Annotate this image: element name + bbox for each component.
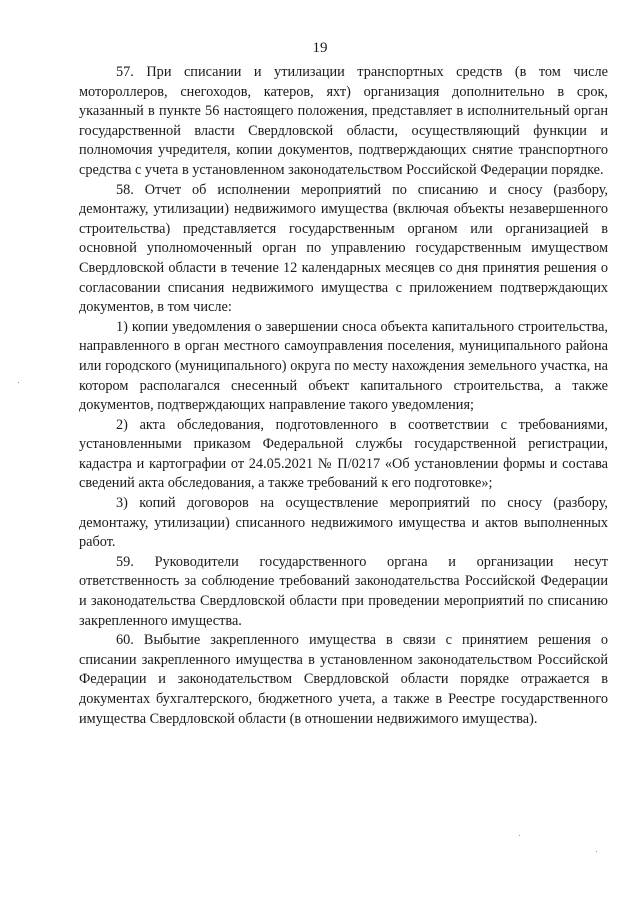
scan-speck <box>596 851 597 852</box>
page-number: 19 <box>312 40 328 56</box>
paragraph-60: 60. Выбытие закрепленного имущества в связи с принятием решения о списании закрепленного имущества в установленном законодательством Российской Федерации и законодательством Свердловской области порядке отражается в документах бухгалтерского, бюджетного учета, а также в Реестре государственного имущества Свердловской области (в отношении недвижимого имущества). <box>79 632 608 727</box>
paragraph-58-item-1: 1) копии уведомления о завершении сноса объекта капитального строительства, направленного в орган местного самоуправления поселения, муниципального района или городского (муниципального) округа по месту нахождения земельного участка, на котором располагался снесенный объект капитального строительства, а также документов, подтверждающих направление такого уведомления; <box>79 318 608 414</box>
paragraph-57: 57. При списании и утилизации транспортных средств (в том числе мотороллеров, снегоходов, катеров, яхт) организация дополнительно в срок, указанный в пункте 56 настоящего положения, представляет в исполнительный орган государственной власти Свердловской области, осуществляющий функции и полномочия учредителя, копии документов, подтверждающих снятие транспортного средства с учета в установленном законодательством Российской Федерации порядке. <box>79 64 608 178</box>
scan-speck <box>18 382 19 383</box>
paragraph-59: 59. Руководители государственного органа и организации несут ответственность за соблюдение требований законодательства Российской Федерации и законодательства Свердловской области при проведении мероприятий по списанию закрепленного имущества. <box>79 553 608 629</box>
paragraph-58-item-2: 2) акта обследования, подготовленного в соответствии с требованиями, установленными приказом Федеральной службы государственной регистрации, кадастра и картографии от 24.05.2021 № П/0217 «Об установлении формы и состава сведений акта обследования, а также требований к его подготовке»; <box>79 416 608 492</box>
paragraph-58: 58. Отчет об исполнении мероприятий по списанию и сносу (разбору, демонтажу, утилизации) недвижимого имущества (включая объекты незавершенного строительства) представляется государственным органом или организацией в основной уполномоченный орган по управлению государственным имуществом Свердловской области в течение 12 календарных месяцев со дня принятия решения о согласовании списания недвижимого имущества с приложением подтверждающих документов, в том числе: <box>79 181 608 316</box>
document-body <box>79 63 608 729</box>
scan-speck <box>519 835 520 836</box>
paragraph-58-item-3: 3) копий договоров на осуществление мероприятий по сносу (разбору, демонтажу, утилизации) списанного недвижимого имущества и актов выполненных работ. <box>79 495 608 551</box>
